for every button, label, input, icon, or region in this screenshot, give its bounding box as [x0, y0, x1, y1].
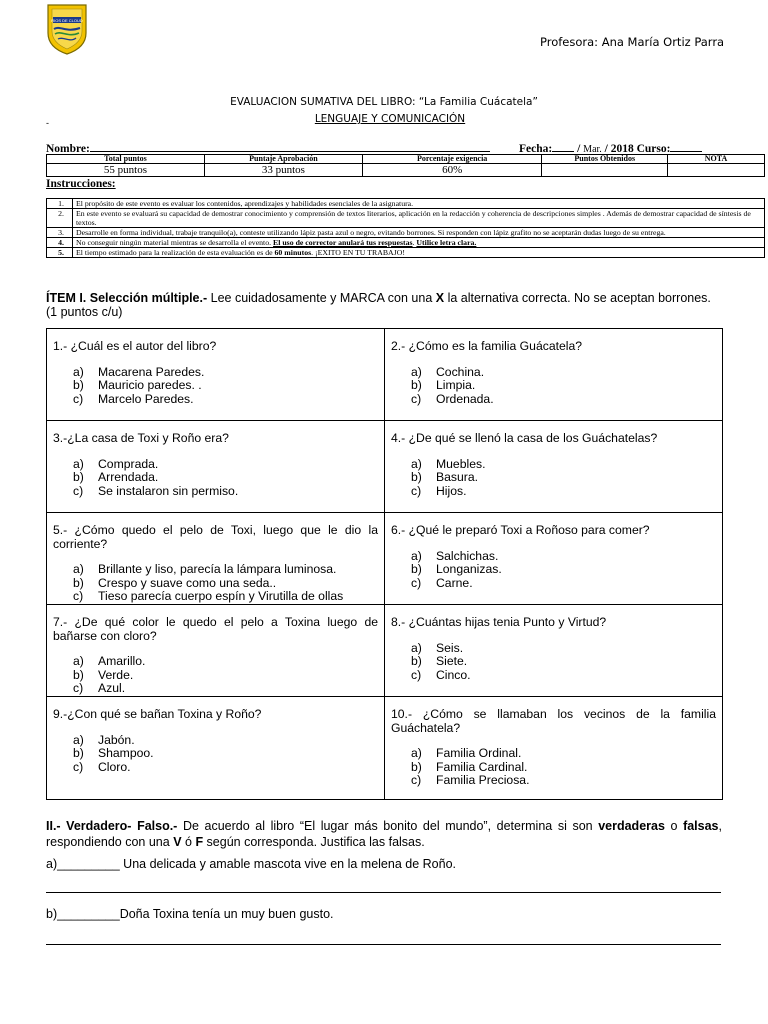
date-label: Fecha: — [519, 143, 553, 155]
option-letter: b) — [73, 575, 84, 590]
option-letter: a) — [73, 364, 84, 379]
stray-dash: - — [46, 118, 49, 128]
question-cell — [385, 513, 723, 605]
option-text: Azul. — [98, 681, 126, 695]
option-letter: c) — [411, 391, 422, 406]
answer-option[interactable] — [391, 485, 716, 499]
option-list — [391, 458, 716, 499]
answer-option[interactable] — [391, 379, 716, 393]
instruction-row — [47, 238, 765, 248]
instruction-row — [47, 199, 765, 209]
option-text: Crespo y suave como una seda.. — [98, 575, 277, 590]
option-letter: b) — [411, 470, 422, 484]
option-text: Basura. — [436, 470, 479, 484]
option-letter: a) — [411, 548, 422, 563]
option-text: Salchichas. — [436, 548, 499, 563]
option-text: Carne. — [436, 575, 473, 590]
question-text: 10.- ¿Cómo se llamaban los vecinos de la familia Guáchatela? — [391, 707, 716, 735]
score-header: Puntaje Aprobación — [204, 155, 362, 164]
instruction-number: 5. — [47, 248, 73, 258]
question-text: 9.-¿Con qué se bañan Toxina y Roño? — [53, 707, 262, 721]
item2-emphasis: falsas — [683, 819, 719, 833]
option-letter: a) — [73, 562, 84, 576]
multiple-choice-table — [46, 328, 723, 800]
statement-text: Una delicada y amable mascota vive en la melena de Roño. — [119, 857, 456, 871]
justification-line[interactable] — [46, 944, 721, 945]
instruction-emphasis: El uso de corrector anulará tus respuestas — [273, 238, 413, 247]
question-cell — [385, 697, 723, 800]
option-letter: b) — [73, 378, 84, 392]
option-text: Brillante y liso, parecía la lámpara luminosa. — [98, 562, 337, 576]
option-letter: a) — [411, 456, 422, 471]
answer-option[interactable] — [391, 747, 716, 761]
option-text: Marcelo Paredes. — [98, 391, 194, 406]
question-cell — [385, 329, 723, 421]
option-letter: c) — [73, 589, 84, 603]
answer-option[interactable] — [391, 393, 716, 407]
option-text: Cloro. — [98, 759, 131, 774]
option-text: Muebles. — [436, 456, 486, 471]
option-text: Amarillo. — [98, 654, 146, 668]
question-text: 3.-¿La casa de Toxi y Roño era? — [53, 431, 229, 445]
option-letter: c) — [73, 759, 84, 774]
question-row — [47, 421, 723, 513]
option-letter: b) — [411, 378, 422, 392]
answer-option[interactable] — [53, 485, 378, 499]
course-label: Curso: — [636, 143, 671, 155]
option-text: Familia Cardinal. — [436, 759, 528, 774]
answer-option[interactable] — [53, 471, 378, 485]
score-header: Puntos Obtenidos — [542, 155, 668, 164]
question-text: 4.- ¿De qué se llenó la casa de los Guáchatelas? — [391, 431, 658, 445]
answer-option[interactable] — [53, 458, 378, 472]
option-list — [53, 655, 378, 696]
answer-option[interactable] — [53, 577, 378, 591]
answer-option[interactable] — [53, 366, 378, 380]
answer-option[interactable] — [391, 774, 716, 788]
option-list — [391, 550, 716, 591]
day-blank[interactable] — [552, 142, 574, 152]
option-text: Siete. — [436, 654, 468, 668]
option-text: Mauricio paredes. . — [98, 378, 202, 392]
option-text: Hijos. — [436, 483, 467, 498]
option-letter: a) — [411, 746, 422, 760]
option-text: Comprada. — [98, 456, 159, 471]
scores-table — [46, 154, 765, 177]
instruction-text — [73, 238, 765, 248]
option-letter: c) — [411, 483, 422, 498]
answer-option[interactable] — [53, 669, 378, 683]
answer-option[interactable] — [391, 761, 716, 775]
question-row — [47, 513, 723, 605]
option-letter: c) — [411, 773, 422, 787]
option-list — [391, 366, 716, 407]
question-text: 1.- ¿Cuál es el autor del libro? — [53, 339, 217, 353]
option-text: Macarena Paredes. — [98, 364, 205, 379]
option-text: Tieso parecía cuerpo espín y Virutilla de ollas — [98, 589, 344, 603]
answer-option[interactable] — [53, 393, 378, 407]
option-text: Ordenada. — [436, 391, 494, 406]
question-text: 7.- ¿De qué color le quedo el pelo a Toxina luego de bañarse con cloro? — [53, 615, 378, 643]
option-letter: b) — [411, 562, 422, 576]
question-row — [47, 605, 723, 697]
answer-blank[interactable]: b)_________ — [46, 907, 120, 921]
option-list — [53, 734, 378, 775]
score-value[interactable] — [542, 164, 668, 177]
item2-emphasis: F — [195, 835, 204, 849]
question-cell — [47, 605, 385, 697]
teacher-name: Profesora: Ana María Ortiz Parra — [540, 35, 725, 49]
option-letter: c) — [73, 681, 84, 695]
instruction-text: Desarrolle en forma individual, trabaje tranquilo(a), conteste utilizando lápiz pasta azul o negro, evitando borrones. Si responden con lápiz grafito no se aceptarán dudas luego de su entrega. — [73, 228, 765, 238]
instruction-row — [47, 248, 765, 258]
option-text: Arrendada. — [98, 470, 159, 484]
option-letter: b) — [73, 667, 84, 682]
answer-option[interactable] — [391, 642, 716, 656]
option-text: Cinco. — [436, 667, 471, 682]
name-label: Nombre: — [46, 143, 90, 155]
option-list — [53, 563, 378, 604]
item1-heading: ÍTEM I. Selección múltiple.- — [46, 291, 208, 305]
option-text: Shampoo. — [98, 746, 154, 760]
answer-option[interactable] — [53, 563, 378, 577]
question-text: 8.- ¿Cuántas hijas tenia Punto y Virtud? — [391, 615, 607, 629]
option-letter: a) — [411, 364, 422, 379]
exam-title: EVALUACION SUMATIVA DEL LIBRO: “La Familia Cuácatela” — [230, 96, 538, 108]
option-letter: b) — [411, 759, 422, 774]
item2-text: De acuerdo al libro “El lugar más bonito del mundo”, determina si son — [177, 819, 599, 833]
instruction-text: El propósito de este evento es evaluar los contenidos, aprendizajes y habilidades esenciales de la asignatura. — [73, 199, 765, 209]
option-text: Jabón. — [98, 732, 135, 747]
option-text: Familia Ordinal. — [436, 746, 522, 760]
answer-option[interactable] — [391, 669, 716, 683]
answer-option[interactable] — [391, 563, 716, 577]
option-text: Limpia. — [436, 378, 476, 392]
score-value: 33 puntos — [204, 164, 362, 177]
option-text: Longanizas. — [436, 562, 502, 576]
answer-option[interactable] — [53, 655, 378, 669]
instructions-label: Instrucciones: — [46, 178, 116, 190]
question-text: 5.- ¿Cómo quedo el pelo de Toxi, luego que le dio la corriente? — [53, 523, 378, 551]
item1-text: la alternativa correcta. No se aceptan borrones. (1 puntos c/u) — [46, 291, 711, 319]
answer-option[interactable] — [53, 761, 378, 775]
option-letter: c) — [73, 391, 84, 406]
answer-blank[interactable]: a)_________ — [46, 857, 120, 871]
subject-title — [0, 113, 768, 125]
instruction-number: 1. — [47, 199, 73, 209]
score-value: 60% — [362, 164, 542, 177]
instruction-text — [73, 248, 765, 258]
instruction-part: . ¡EXITO EN TU TRABAJO! — [311, 248, 405, 257]
logo-text: RIOS DE CLOUD — [51, 17, 83, 23]
answer-option[interactable] — [391, 471, 716, 485]
instruction-number: 4. — [47, 238, 73, 248]
item2-emphasis: V — [173, 835, 182, 849]
answer-option[interactable] — [53, 734, 378, 748]
answer-option[interactable] — [391, 366, 716, 380]
course-blank[interactable] — [670, 142, 702, 152]
item2-heading: II.- Verdadero- Falso.- — [46, 819, 178, 833]
school-logo — [44, 3, 90, 55]
instruction-part: . — [412, 238, 417, 247]
item2-instructions — [46, 818, 722, 850]
date-course-field[interactable]: Fecha: / Mar. / 2018 Curso: — [519, 142, 702, 155]
item1-x: X — [435, 291, 445, 305]
instruction-number: 3. — [47, 228, 73, 238]
answer-option[interactable] — [391, 550, 716, 564]
answer-option[interactable] — [53, 590, 378, 604]
option-letter: a) — [73, 456, 84, 471]
answer-option[interactable] — [53, 682, 378, 696]
option-letter: a) — [411, 640, 422, 655]
item1-instructions — [46, 291, 722, 319]
item2-text: según corresponda. Justifica las falsas. — [203, 835, 425, 849]
statement-text: Doña Toxina tenía un muy buen gusto. — [119, 907, 334, 921]
answer-option[interactable] — [391, 577, 716, 591]
instruction-row — [47, 228, 765, 238]
question-cell — [385, 605, 723, 697]
option-list — [53, 458, 378, 499]
question-cell — [385, 421, 723, 513]
instruction-number: 2. — [47, 209, 73, 228]
item1-text: Lee cuidadosamente y MARCA con una — [207, 291, 436, 305]
option-text: Verde. — [98, 667, 134, 682]
answer-option[interactable] — [53, 747, 378, 761]
option-text: Cochina. — [436, 364, 485, 379]
instruction-part: El tiempo estimado para la realización de esta evaluación es de — [76, 248, 275, 257]
year-label: / 2018 — [604, 143, 634, 155]
option-letter: b) — [73, 470, 84, 484]
instruction-emphasis: Utilice letra clara. — [416, 238, 477, 247]
question-cell — [47, 513, 385, 605]
option-letter: b) — [411, 654, 422, 668]
question-row — [47, 697, 723, 800]
scores-header-row — [47, 155, 765, 164]
option-letter: a) — [73, 732, 84, 747]
option-letter: a) — [73, 654, 84, 668]
option-letter: c) — [411, 575, 422, 590]
option-letter: c) — [411, 667, 422, 682]
option-text: Seis. — [436, 640, 464, 655]
true-false-item-a[interactable] — [46, 857, 456, 871]
item2-emphasis: verdaderas — [598, 819, 665, 833]
instructions-table — [46, 198, 765, 258]
item2-text: , respondiendo con una — [46, 819, 722, 849]
question-text: 2.- ¿Cómo es la familia Guácatela? — [391, 339, 583, 353]
option-text: Familia Preciosa. — [436, 773, 530, 787]
answer-option[interactable] — [53, 379, 378, 393]
instruction-text: En este evento se evaluará su capacidad de demostrar conocimiento y comprensión de textos literarios, aplicación en la redacción y coherencia de descripciones simples . Además de demostrar capacidad de síntesis de textos. — [73, 209, 765, 228]
question-row — [47, 329, 723, 421]
score-header: Porcentaje exigencia — [362, 155, 542, 164]
score-header: NOTA — [668, 155, 765, 164]
name-blank[interactable] — [90, 142, 490, 152]
month-label: Mar. — [583, 144, 602, 155]
item2-text: ó — [181, 835, 196, 849]
instruction-emphasis: 60 minutos — [274, 248, 312, 257]
question-cell — [47, 329, 385, 421]
subject-label: LENGUAJE Y COMUNICACIÓN — [314, 113, 466, 125]
score-value[interactable] — [668, 164, 765, 177]
true-false-item-b[interactable] — [46, 907, 334, 921]
question-text: 6.- ¿Qué le preparó Toxi a Roñoso para comer? — [391, 523, 650, 537]
option-list — [391, 642, 716, 683]
answer-option[interactable] — [391, 458, 716, 472]
question-cell — [47, 697, 385, 800]
score-header: Total puntos — [47, 155, 205, 164]
item2-text: o — [664, 819, 684, 833]
option-letter: b) — [73, 746, 84, 760]
justification-line[interactable] — [46, 892, 721, 893]
instruction-row — [47, 209, 765, 228]
instruction-part: No conseguir ningún material mientras se desarrolla el evento. — [76, 238, 274, 247]
scores-value-row — [47, 164, 765, 177]
option-text: Se instalaron sin permiso. — [98, 483, 239, 498]
option-letter: c) — [73, 483, 84, 498]
option-list — [53, 366, 378, 407]
option-list — [391, 747, 716, 788]
answer-option[interactable] — [391, 655, 716, 669]
question-cell — [47, 421, 385, 513]
score-value: 55 puntos — [47, 164, 205, 177]
